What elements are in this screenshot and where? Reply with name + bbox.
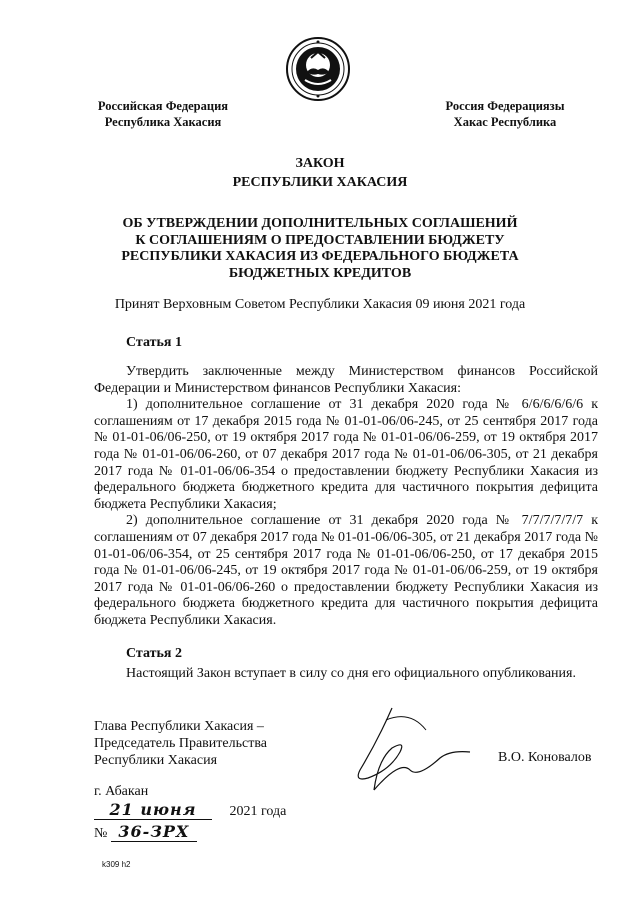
header-right [430,98,580,130]
number-prefix: № [94,826,108,841]
law-number [94,822,197,842]
signatory-title-line2: Председатель Правительства [94,736,267,751]
subject-line: БЮДЖЕТНЫХ КРЕДИТОВ [228,265,412,281]
law-subject [60,216,580,282]
law-title [60,154,580,192]
article-1-item-1: 1) дополнительное соглашение от 31 декабря 2020 года № 6/6/6/6/6/6 к соглашениям от 17 декабря 2015 года № 01-01-06/06-245, от 25 сентября 2017 года № 01-01-06/06-250, от 19 октября 2017 года № 01-01-06/06-259, от 19 октября 2017 года № 01-01-06/06-260, от 07 декабря 2017 года № 01-01-06/06-305, от 21 декабря 2017 года № 01-01-06/06-354 о предоставлении бюджету Республики Хакасия из федерального бюджета бюджетного кредита для частичного покрытия дефицита бюджета Республики Хакасия; [94,397,598,512]
signatory-title-line3: Республики Хакасия [94,753,218,768]
article-2-heading: Статья 2 [126,646,182,661]
article-1-intro: Утвердить заключенные между Министерством финансов Российской Федерации и Министерством финансов Республики Хакасия: [94,364,598,396]
article-1-heading: Статья 1 [126,335,182,350]
city: г. Абакан [94,784,149,799]
article-1-body [94,364,598,630]
header-right-line1: Россия Федерациязы [445,99,565,113]
number-handwritten: 36-ЗРХ [111,822,197,842]
date-year: 2021 года [229,804,287,819]
header-left-line1: Российская Федерация [97,99,229,113]
signatory-title-line1: Глава Республики Хакасия – [94,719,264,734]
signatory-title [94,718,267,769]
signing-date [94,800,286,820]
article-2-text: Настоящий Закон вступает в силу со дня его официального опубликования. [126,666,576,681]
subject-line: ОБ УТВЕРЖДЕНИИ ДОПОЛНИТЕЛЬНЫХ СОГЛАШЕНИЙ [122,216,518,231]
subject-line: РЕСПУБЛИКИ ХАКАСИЯ ИЗ ФЕДЕРАЛЬНОГО БЮДЖЕТА [121,249,519,264]
handwritten-signature [330,700,480,810]
header-right-line2: Хакас Республика [453,115,557,129]
article-1-item-2: 2) дополнительное соглашение от 31 декабря 2020 года № 7/7/7/7/7/7 к соглашениям от 07 декабря 2017 года № 01-01-06/06-305, от 21 декабря 2017 года № 01-01-06/06-354, от 25 сентября 2017 года № 01-01-06/06-250, от 17 декабря 2015 года № 01-01-06/06-245, от 19 октября 2017 года № 01-01-06/06-259, от 19 октября 2017 года № 01-01-06/06-260 о предоставлении бюджету Республики Хакасия из федерального бюджета бюджетного кредита для частичного покрытия дефицита бюджета Республики Хакасия. [94,513,598,628]
document-code: k309 h2 [102,860,131,869]
law-title-line1: ЗАКОН [295,156,345,171]
law-title-line2: РЕСПУБЛИКИ ХАКАСИЯ [232,175,408,190]
adoption-statement: Принят Верховным Советом Республики Хакасия 09 июня 2021 года [114,297,526,312]
coat-of-arms-emblem [285,36,351,102]
subject-line: К СОГЛАШЕНИЯМ О ПРЕДОСТАВЛЕНИИ БЮДЖЕТУ [135,232,505,248]
article-2-body [94,666,598,683]
date-handwritten: 21 июня [94,800,212,820]
header-left-line2: Республика Хакасия [104,115,222,129]
signatory-name: В.О. Коновалов [498,750,592,765]
header-left [88,98,238,130]
